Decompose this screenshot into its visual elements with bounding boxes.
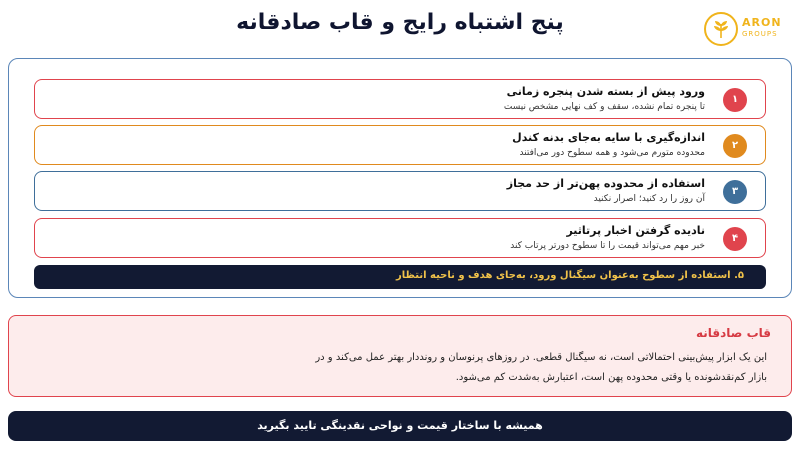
- mistake-description: تا پنجره تمام نشده، سقف و کف نهایی مشخص نیست: [503, 102, 705, 112]
- mistake-card: [34, 171, 766, 211]
- mistake-card: [34, 125, 766, 165]
- mistake-description: خبر مهم می‌تواند قیمت را تا سطوح دورتر پرتاب کند: [510, 241, 705, 251]
- header: [0, 0, 800, 52]
- mistake-title: استفاده از محدوده پهن‌تر از حد مجاز: [506, 177, 705, 190]
- brand-logo: [700, 8, 790, 48]
- honest-frame-text: این یک ابزار پیش‌بینی احتمالاتی است، نه سیگنال قطعی. در روزهای پرنوسان و رونددار بهتر عمل می‌کند و در: [315, 352, 767, 363]
- footer-bar: [8, 411, 792, 441]
- honest-frame-panel: [8, 315, 792, 397]
- mistake-title: اندازه‌گیری با سایه به‌جای بدنه کندل: [512, 131, 705, 144]
- mistake-card: [34, 218, 766, 258]
- mistake-number-badge: ۲: [723, 134, 747, 158]
- brand-name: ARON: [742, 16, 782, 29]
- mistake-title: ورود پیش از بسته شدن پنجره زمانی: [506, 85, 705, 98]
- mistake-number-badge: ۳: [723, 180, 747, 204]
- fifth-mistake-text: ۵. استفاده از سطوح به‌عنوان سیگنال ورود، به‌جای هدف و ناحیه انتظار: [396, 270, 744, 281]
- mistake-description: آن روز را رد کنید؛ اصرار نکنید: [593, 194, 705, 204]
- mistake-title: نادیده گرفتن اخبار پرتاثیر: [566, 224, 705, 237]
- mistake-number-badge: ۱: [723, 88, 747, 112]
- mistakes-panel: [8, 58, 792, 298]
- mistake-card: [34, 79, 766, 119]
- fifth-mistake-bar: [34, 265, 766, 289]
- honest-frame-text: بازار کم‌نقدشونده یا وقتی محدوده پهن است، اعتبارش به‌شدت کم می‌شود.: [455, 372, 767, 383]
- mistake-description: محدوده متورم می‌شود و همه سطوح دور می‌افتند: [519, 148, 705, 158]
- mistake-number-badge: ۴: [723, 227, 747, 251]
- page-title: پنج اشتباه رایج و قاب صادقانه: [236, 10, 564, 35]
- honest-frame-title: قاب صادقانه: [695, 326, 771, 340]
- footer-text: همیشه با ساختار قیمت و نواحی نقدینگی تایید بگیرید: [257, 419, 543, 432]
- brand-subtitle: GROUPS: [742, 30, 778, 38]
- wheat-leaf-icon: [704, 12, 738, 46]
